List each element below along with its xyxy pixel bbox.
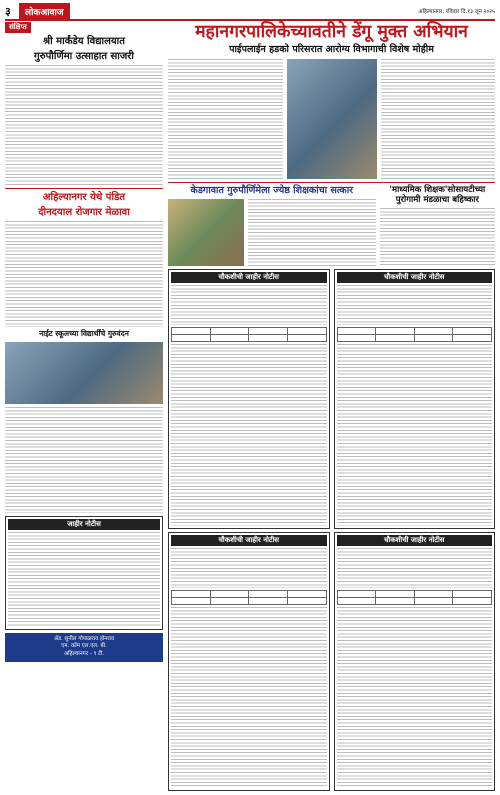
paper-logo: लोकआवाज — [19, 3, 70, 20]
left-headline-3: नाईट स्कूलच्या विद्यार्थींचे गुरुवंदन — [39, 329, 129, 338]
article-text — [168, 59, 283, 179]
notice-text — [337, 607, 493, 788]
teachers-headline: केडगावात गुरुपौर्णिमेला ज्येष्ठ शिक्षकांचा सत्कार — [190, 185, 354, 197]
felicitation-photo — [168, 199, 244, 266]
ad-name: ॲड. सुनील गोपाळराव होनराव — [53, 635, 115, 642]
article-text — [5, 65, 163, 185]
notice-table — [171, 327, 327, 342]
masthead — [5, 3, 495, 21]
notice-title: चौकशीची जाहीर नोटीस — [337, 535, 493, 546]
notice-text — [337, 285, 493, 325]
article-text — [381, 59, 496, 179]
notice-text — [337, 344, 493, 525]
notice-table — [337, 590, 493, 605]
ad-address: अहिल्यानगर - ९ टी. — [63, 651, 105, 657]
notice-text — [8, 532, 160, 627]
students-photo — [5, 342, 163, 404]
article-text — [380, 208, 495, 266]
page-number: ३ — [5, 4, 11, 18]
notice-text — [171, 285, 327, 325]
briefs-tag: संक्षिप्त — [5, 22, 31, 33]
notice-table — [171, 590, 327, 605]
notice-title: चौकशीची जाहीर नोटीस — [337, 272, 493, 283]
dateline: अहिल्यानगर, रविवार दि.१३ जून २०२५ — [418, 9, 495, 15]
left-headline-2-sub: दीनदयाल रोजगार मेळावा — [38, 206, 130, 218]
main-subheadline: पाईपलाईन हडको परिसरात आरोग्य विभागाची विशेष मोहीम — [229, 44, 434, 56]
notice-text — [171, 607, 327, 788]
inquiry-notice-1 — [168, 269, 330, 528]
public-notice-left — [5, 516, 163, 630]
notice-title: जाहीर नोटीस — [8, 519, 160, 530]
notice-title: चौकशीची जाहीर नोटीस — [171, 535, 327, 546]
notice-title: चौकशीची जाहीर नोटीस — [171, 272, 327, 283]
drive-photo — [287, 59, 377, 179]
notice-text — [171, 344, 327, 525]
left-headline-2-title: अहिल्यानगर येथे पंडित — [42, 192, 126, 203]
notice-text — [337, 548, 493, 588]
inquiry-notice-3 — [168, 532, 330, 791]
ad-degree: एम. कॉम एल.एल. बी. — [61, 643, 107, 650]
left-headline-1-sub: गुरुपौर्णिमा उत्साहात साजरी — [34, 50, 134, 62]
boycott-headline: 'माध्यमिक शिक्षक'सोसायटीच्या पुरोगामी मंडळाचा बहिष्कार — [389, 185, 486, 205]
article-text — [5, 407, 163, 513]
article-text — [248, 199, 376, 266]
right-area — [168, 22, 495, 791]
notice-table — [337, 327, 493, 342]
inquiry-notice-4 — [334, 532, 496, 791]
advocate-ad — [5, 633, 163, 662]
left-column — [5, 22, 163, 791]
article-text — [5, 221, 163, 327]
notice-text — [171, 548, 327, 588]
inquiry-notice-2 — [334, 269, 496, 528]
main-headline: महानगरपालिकेच्यावतीने डेंगू मुक्त अभियान — [195, 22, 468, 42]
left-headline-1-title: श्री मार्कंडेय विद्यालयात — [43, 36, 125, 47]
